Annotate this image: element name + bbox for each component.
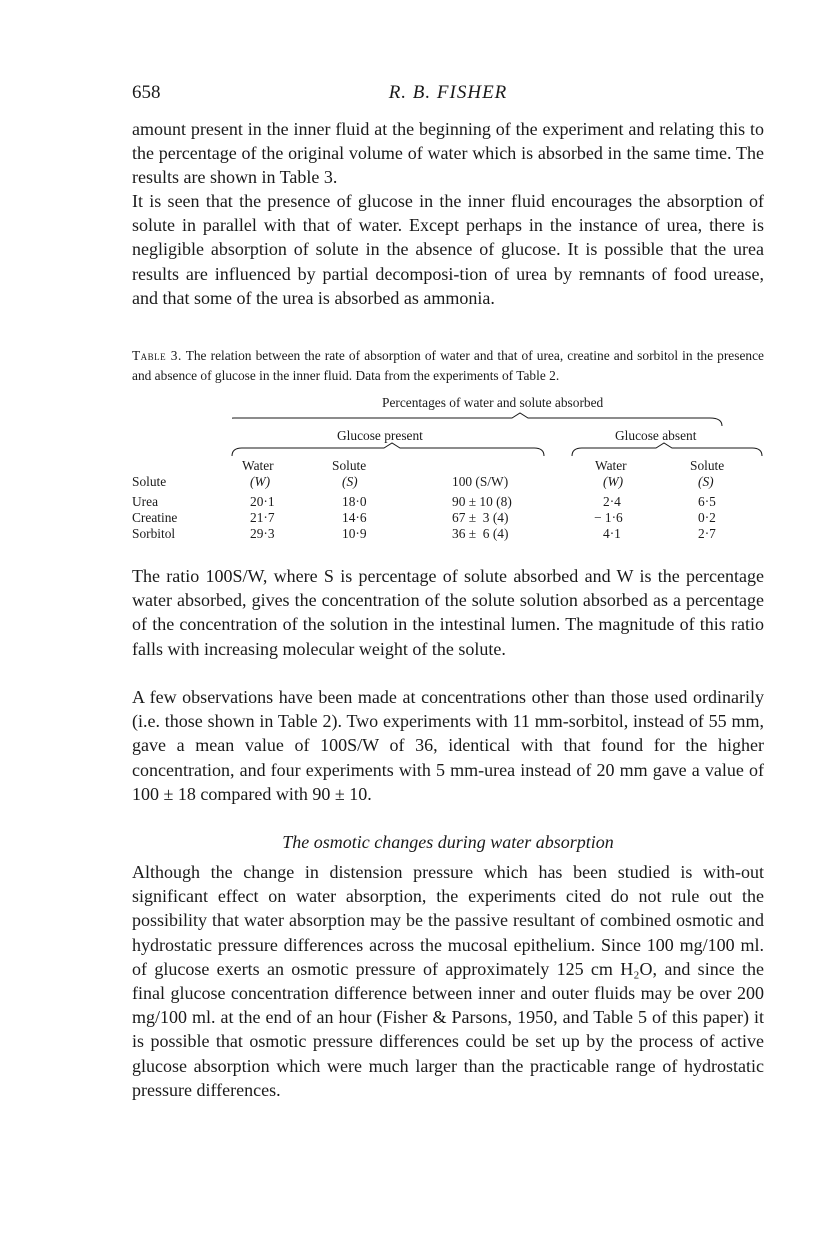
running-title: R. B. FISHER xyxy=(388,82,508,103)
table-caption-text: The relation between the rate of absorption of water and that of urea, creatine and sorbitol in the presence and absence of glucose in the inner fluid. Data from the experiments of Table 2. xyxy=(132,348,764,383)
table-caption xyxy=(132,346,764,386)
row-urea-solute-absent: 6·5 xyxy=(698,494,716,509)
col-solute-header: Solute xyxy=(132,474,167,489)
col-water-2-header: Water xyxy=(595,458,627,473)
row-sorbitol-ratio: 36 ± 6 (4) xyxy=(452,526,509,541)
row-urea-solute: Urea xyxy=(132,494,159,509)
row-urea-ratio: 90 ± 10 (8) xyxy=(452,494,512,509)
col-water-1-sub: (W) xyxy=(250,474,271,489)
col-solute-2-header: Solute xyxy=(690,458,725,473)
row-sorbitol-solute: Sorbitol xyxy=(132,526,176,541)
row-creatine-ratio: 67 ± 3 (4) xyxy=(452,510,509,525)
row-creatine-water: 21·7 xyxy=(250,510,275,525)
row-creatine-solute: Creatine xyxy=(132,510,178,525)
row-creatine-solute-absent: 0·2 xyxy=(698,510,716,525)
section-heading: The osmotic changes during water absorption xyxy=(282,832,614,852)
paragraph-2: It is seen that the presence of glucose in the inner fluid encourages the absorption of solute in parallel with that of water. Except perhaps in the instance of urea, there is negligible absorption of solute in the absence of glucose. It is possible that the urea results are influenced by partial decomposi-tion of urea by remnants of food urease, and that some of the urea is absorbed as ammonia. xyxy=(132,191,764,308)
row-sorbitol-water: 29·3 xyxy=(250,526,275,541)
paragraph-5: Although the change in distension pressure which has been studied is with-out significant effect on water absorption, the experiments cited do not rule out the possibility that water absorption may be the passive resultant of combined osmotic and hydrostatic pressure differences across the mucosal epithelium. Since 100 mg/100 ml. of glucose exerts an osmotic pressure of approximately 125 cm H₂O, and since the final glucose concentration difference between inner and outer fluids may be over 200 mg/100 ml. at the end of an hour (Fisher & Parsons, 1950, and Table 5 of this paper) it is possible that osmotic pressure differences could be set up by the process of active glucose absorption which were much larger than the practicable range of hydrostatic pressure differences. xyxy=(132,862,764,1100)
paragraph-3: The ratio 100S/W, where S is percentage of solute absorbed and W is the percentage water absorbed, gives the concentration of the solute solution absorbed as a percentage of the concentration of the solution in the intestinal lumen. The magnitude of this ratio falls with increasing molecular weight of the solute. xyxy=(132,566,764,659)
row-urea-solute-absorbed: 18·0 xyxy=(342,494,367,509)
col-solute-1-header: Solute xyxy=(332,458,367,473)
group-glucose-absent: Glucose absent xyxy=(615,428,697,443)
col-water-2-sub: (W) xyxy=(603,474,624,489)
row-sorbitol-solute-absorbed: 10·9 xyxy=(342,526,367,541)
row-urea-water-absent: 2·4 xyxy=(603,494,621,509)
row-sorbitol-water-absent: 4·1 xyxy=(603,526,621,541)
paragraph-4: A few observations have been made at concentrations other than those used ordinarily (i.e. those shown in Table 2). Two experiments with 11 mm-sorbitol, instead of 55 mm, gave a mean value of 100S/W of 36, identical with that found for the higher concentration, and four experiments with 5 mm-urea instead of 20 mm gave a value of 100 ± 18 compared with 90 ± 10. xyxy=(132,687,764,804)
paragraph-1: amount present in the inner fluid at the beginning of the experiment and relating this to the percentage of the original volume of water which is absorbed in the same time. The results are shown in Table 3. xyxy=(132,119,764,188)
col-water-1-header: Water xyxy=(242,458,274,473)
table-caption-label: Table 3. xyxy=(132,348,182,363)
page-number: 658 xyxy=(132,82,161,103)
table-spanner: Percentages of water and solute absorbed xyxy=(382,395,604,410)
group-glucose-present: Glucose present xyxy=(337,428,423,443)
group-braces xyxy=(132,442,764,458)
col-solute-2-sub: (S) xyxy=(698,474,714,489)
table-3 xyxy=(132,390,764,550)
row-sorbitol-solute-absent: 2·7 xyxy=(698,526,716,541)
col-solute-1-sub: (S) xyxy=(342,474,358,489)
col-ratio-header: 100 (S/W) xyxy=(452,474,509,489)
row-creatine-solute-absorbed: 14·6 xyxy=(342,510,367,525)
row-urea-water: 20·1 xyxy=(250,494,275,509)
row-creatine-water-absent: − 1·6 xyxy=(594,510,623,525)
page-header xyxy=(132,82,764,112)
